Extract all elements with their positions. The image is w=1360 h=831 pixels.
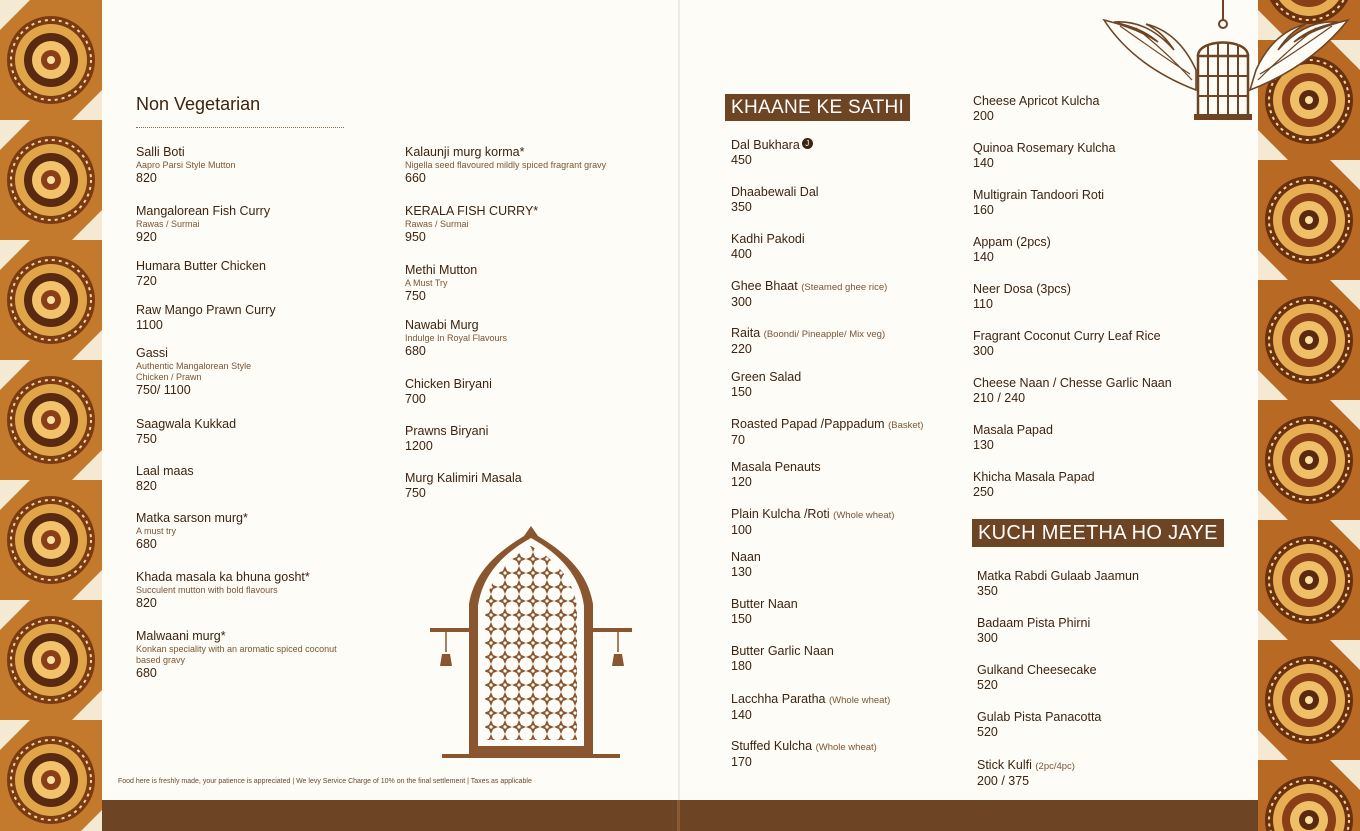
- menu-item: [731, 185, 819, 215]
- item-note: (Whole wheat): [833, 510, 895, 521]
- item-name: Multigrain Tandoori Roti: [973, 188, 1105, 202]
- item-price: 300: [973, 344, 994, 358]
- item-price: 350: [977, 584, 998, 598]
- item-desc: Konkan speciality with an aromatic spiced coconut: [136, 644, 337, 654]
- menu-item: [973, 188, 1104, 218]
- menu-item: [977, 758, 1075, 789]
- menu-item: [731, 417, 923, 448]
- item-name: [731, 417, 923, 433]
- item-name: Appam (2pcs): [973, 235, 1051, 249]
- item-price: 160: [973, 203, 994, 217]
- item-name: [731, 739, 877, 755]
- item-name: Raw Mango Prawn Curry: [136, 303, 276, 317]
- menu-item: [977, 710, 1101, 740]
- item-desc: A must try: [136, 526, 177, 536]
- item-price: 680: [136, 537, 157, 551]
- item-name: Quinoa Rosemary Kulcha: [973, 141, 1116, 155]
- item-price: 170: [731, 755, 752, 769]
- item-price: 700: [405, 392, 426, 406]
- item-price: 750: [405, 486, 426, 500]
- menu-item: [136, 417, 236, 447]
- item-price: 180: [731, 659, 752, 673]
- item-name: Cheese Apricot Kulcha: [973, 94, 1100, 108]
- item-name-text: Plain Kulcha /Roti: [731, 507, 830, 521]
- item-price: 140: [973, 250, 994, 264]
- item-desc: based gravy: [136, 655, 186, 665]
- item-name: [731, 507, 894, 523]
- menu-item: [973, 329, 1161, 359]
- item-price: 450: [731, 153, 752, 167]
- item-desc: Nigella seed flavoured mildly spiced fragrant gravy: [405, 160, 607, 170]
- item-price: 520: [977, 725, 998, 739]
- item-name-text: Ghee Bhaat: [731, 279, 798, 293]
- menu-item: [977, 569, 1139, 599]
- menu-item: [977, 616, 1090, 646]
- menu-item: [136, 303, 276, 333]
- menu-item: [731, 232, 805, 262]
- item-price: 750: [405, 289, 426, 303]
- item-name: Malwaani murg*: [136, 629, 226, 643]
- item-price: 820: [136, 479, 157, 493]
- item-price: 820: [136, 596, 157, 610]
- item-price: 1200: [405, 439, 433, 453]
- menu-item: [136, 204, 270, 245]
- item-name: Humara Butter Chicken: [136, 259, 266, 273]
- item-name: Laal maas: [136, 464, 194, 478]
- item-price: 750/ 1100: [136, 383, 191, 397]
- menu-item: [731, 460, 821, 490]
- item-name-text: Lacchha Paratha: [731, 692, 826, 706]
- menu-item: [731, 644, 834, 674]
- menu-item: [973, 423, 1053, 453]
- winged-birdcage-icon: [1100, 0, 1352, 124]
- item-desc: Rawas / Surmai: [405, 219, 469, 229]
- menu-item: [136, 511, 248, 552]
- item-note: (Whole wheat): [829, 695, 891, 706]
- item-name: [977, 758, 1075, 774]
- item-name: Butter Naan: [731, 597, 798, 611]
- item-price: 200 / 375: [977, 774, 1030, 788]
- item-name: Nawabi Murg: [405, 318, 479, 332]
- item-name: Gulkand Cheesecake: [977, 663, 1097, 677]
- item-desc: Rawas / Surmai: [136, 219, 200, 229]
- menu-item: [973, 235, 1051, 265]
- menu-item: [136, 259, 266, 289]
- item-price: 150: [731, 612, 752, 626]
- item-name-text: Dal Bukhara: [731, 138, 800, 152]
- footer-note: Food here is freshly made, your patience is appreciated | We levy Service Charge of 10% on the final settlement | Taxes as applicable: [118, 778, 532, 785]
- menu-item: [731, 739, 877, 770]
- item-desc: Authentic Mangalorean Style: [136, 361, 252, 371]
- item-price: 1100: [136, 318, 163, 332]
- item-price: 140: [731, 708, 752, 722]
- item-price: 120: [731, 475, 752, 489]
- menu-item: [731, 370, 801, 400]
- item-price: 350: [731, 200, 752, 214]
- page-fold: [678, 0, 680, 800]
- item-price: 110: [973, 297, 993, 311]
- item-name-text: Raita: [731, 326, 761, 340]
- item-desc: Aapro Parsi Style Mutton: [136, 160, 236, 170]
- menu-item: [731, 507, 894, 538]
- menu-item: [731, 326, 885, 357]
- item-name: Neer Dosa (3pcs): [973, 282, 1071, 296]
- menu-item: [405, 377, 492, 407]
- item-name: Cheese Naan / Chesse Garlic Naan: [973, 376, 1172, 390]
- footer-fold: [677, 800, 680, 831]
- item-price: 660: [405, 171, 426, 185]
- item-name-text: Roasted Papad /Pappadum: [731, 417, 885, 431]
- item-desc: A Must Try: [405, 278, 448, 288]
- menu-item: [973, 282, 1071, 312]
- item-name: Khada masala ka bhuna gosht*: [136, 570, 310, 584]
- item-price: 520: [977, 678, 998, 692]
- mandala-border-left: [0, 0, 102, 831]
- menu-item: [136, 464, 194, 494]
- item-price: 720: [136, 274, 157, 288]
- item-price: 210 / 240: [973, 391, 1026, 405]
- item-name: Kalaunji murg korma*: [405, 145, 525, 159]
- item-price: 300: [977, 631, 998, 645]
- item-name: [731, 326, 885, 342]
- item-name: Prawns Biryani: [405, 424, 489, 438]
- menu-item: [405, 263, 477, 304]
- item-price: 220: [731, 342, 752, 356]
- item-price: 400: [731, 247, 752, 261]
- item-name: Green Salad: [731, 370, 802, 384]
- menu-item: [405, 471, 522, 501]
- menu-item: [977, 663, 1097, 693]
- item-price: 950: [405, 230, 426, 244]
- item-name: Khicha Masala Papad: [973, 470, 1095, 484]
- menu-item: [405, 318, 507, 359]
- item-price: 200: [973, 109, 994, 123]
- item-note: (Whole wheat): [815, 742, 877, 753]
- section-banner-khaane-ke-sathi: KHAANE KE SATHI: [725, 94, 910, 121]
- item-name-text: Stick Kulfi: [977, 758, 1032, 772]
- item-name: [731, 692, 890, 708]
- item-name: Gulab Pista Panacotta: [977, 710, 1102, 724]
- item-price: 70: [731, 433, 745, 447]
- menu-item: [136, 346, 251, 398]
- item-name: Fragrant Coconut Curry Leaf Rice: [973, 329, 1161, 343]
- item-name: Mangalorean Fish Curry: [136, 204, 271, 218]
- item-price: 680: [136, 666, 157, 680]
- mandala-pattern-icon: [1258, 0, 1360, 831]
- item-price: 750: [136, 432, 157, 446]
- item-name: Methi Mutton: [405, 263, 478, 277]
- item-desc: Chicken / Prawn: [136, 372, 202, 382]
- dotted-divider: [136, 127, 344, 128]
- footer-bar: [102, 800, 1258, 831]
- menu-item: [136, 629, 337, 681]
- menu-item: [973, 376, 1172, 406]
- item-name: KERALA FISH CURRY*: [405, 204, 539, 218]
- item-price: 920: [136, 230, 157, 244]
- menu-item: [973, 94, 1099, 124]
- item-name: Chicken Biryani: [405, 377, 492, 391]
- item-name: [731, 138, 813, 153]
- item-name: Salli Boti: [136, 145, 185, 159]
- item-name: Masala Penauts: [731, 460, 821, 474]
- item-name: Murg Kalimiri Masala: [405, 471, 522, 485]
- item-note: (Steamed ghee rice): [801, 282, 888, 293]
- item-name: Saagwala Kukkad: [136, 417, 237, 431]
- item-price: 130: [731, 565, 752, 579]
- menu-item: [973, 470, 1095, 500]
- item-price: 300: [731, 295, 752, 309]
- item-name: Matka Rabdi Gulaab Jaamun: [977, 569, 1139, 583]
- menu-item: [731, 550, 761, 580]
- item-note: (Basket): [888, 420, 924, 431]
- menu-item: [405, 204, 538, 245]
- item-note: (Boondi/ Pineapple/ Mix veg): [763, 329, 886, 340]
- item-name: Butter Garlic Naan: [731, 644, 834, 658]
- item-name: Badaam Pista Phirni: [977, 616, 1091, 630]
- menu-item: [973, 141, 1115, 171]
- item-name: Dhaabewali Dal: [731, 185, 819, 199]
- jaali-arch-icon: [428, 524, 634, 760]
- menu-item: [731, 138, 813, 168]
- item-name: Matka sarson murg*: [136, 511, 248, 525]
- item-name-text: Stuffed Kulcha: [731, 739, 813, 753]
- item-name: [731, 279, 887, 295]
- menu-item: [405, 145, 606, 186]
- item-desc: Indulge In Royal Flavours: [405, 333, 508, 343]
- item-price: 150: [731, 385, 752, 399]
- jain-badge-icon: J: [802, 138, 813, 149]
- section-title-non-veg: Non Vegetarian: [136, 94, 261, 114]
- menu-item: [405, 424, 488, 454]
- menu-item: [136, 570, 310, 611]
- item-price: 140: [973, 156, 994, 170]
- item-price: 100: [731, 523, 752, 537]
- menu-item: [731, 279, 887, 310]
- item-price: 130: [973, 438, 994, 452]
- item-name: Masala Papad: [973, 423, 1053, 437]
- menu-item: [731, 597, 798, 627]
- item-desc: Succulent mutton with bold flavours: [136, 585, 278, 595]
- section-banner-kuch-meetha-ho-jaye: KUCH MEETHA HO JAYE: [972, 519, 1224, 547]
- item-price: 680: [405, 344, 426, 358]
- mandala-pattern-icon: [0, 0, 102, 831]
- menu-item: [731, 692, 890, 723]
- item-name: Kadhi Pakodi: [731, 232, 805, 246]
- item-price: 250: [973, 485, 994, 499]
- item-name: Naan: [731, 550, 761, 564]
- item-name: Gassi: [136, 346, 168, 360]
- mandala-border-right: [1258, 0, 1360, 831]
- item-price: 820: [136, 171, 157, 185]
- menu-item: [136, 145, 236, 186]
- item-note: (2pc/4pc): [1035, 761, 1075, 772]
